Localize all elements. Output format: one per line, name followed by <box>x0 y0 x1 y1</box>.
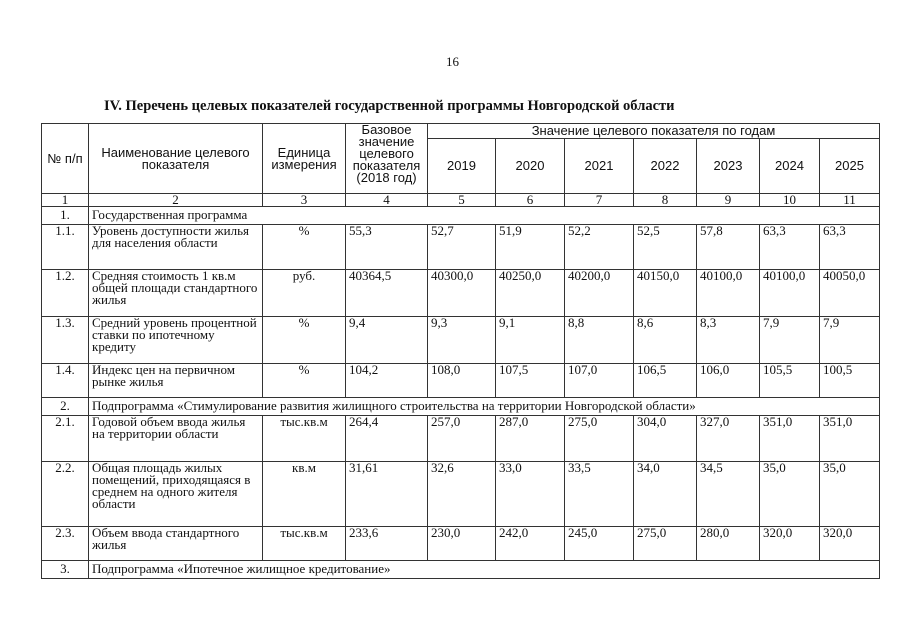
year-value: 40100,0 <box>760 270 820 317</box>
base-value: 104,2 <box>346 364 428 398</box>
year-value: 245,0 <box>565 527 634 561</box>
row-number: 1.2. <box>42 270 89 317</box>
section-row <box>42 398 880 416</box>
header-year: 2025 <box>820 139 880 194</box>
section-name: Подпрограмма «Ипотечное жилищное кредитование» <box>89 561 880 579</box>
year-value: 242,0 <box>496 527 565 561</box>
year-value: 40050,0 <box>820 270 880 317</box>
year-value: 34,5 <box>697 462 760 527</box>
year-value: 106,5 <box>634 364 697 398</box>
header-year: 2021 <box>565 139 634 194</box>
section-name: Подпрограмма «Стимулирование развития жилищного строительства на территории Новгородской области» <box>89 398 880 416</box>
base-value: 264,4 <box>346 416 428 462</box>
year-value: 107,5 <box>496 364 565 398</box>
year-value: 230,0 <box>428 527 496 561</box>
year-value: 320,0 <box>760 527 820 561</box>
year-value: 8,8 <box>565 317 634 364</box>
year-value: 327,0 <box>697 416 760 462</box>
row-number: 2.1. <box>42 416 89 462</box>
indicator-unit: кв.м <box>263 462 346 527</box>
year-value: 287,0 <box>496 416 565 462</box>
indicator-row <box>42 364 880 398</box>
year-value: 9,1 <box>496 317 565 364</box>
section-row <box>42 207 880 225</box>
header-year: 2024 <box>760 139 820 194</box>
year-value: 100,5 <box>820 364 880 398</box>
row-number: 2. <box>42 398 89 416</box>
column-number: 8 <box>634 194 697 207</box>
indicator-name: Средний уровень процентной ставки по ипотечному кредиту <box>89 317 263 364</box>
base-value: 55,3 <box>346 225 428 270</box>
column-number: 5 <box>428 194 496 207</box>
year-value: 275,0 <box>634 527 697 561</box>
year-value: 51,9 <box>496 225 565 270</box>
indicator-name: Средняя стоимость 1 кв.м общей площади стандартного жилья <box>89 270 263 317</box>
year-value: 40250,0 <box>496 270 565 317</box>
indicator-unit: тыс.кв.м <box>263 527 346 561</box>
row-number: 1. <box>42 207 89 225</box>
header-name: Наименование целевого показателя <box>89 124 263 194</box>
column-number: 1 <box>42 194 89 207</box>
year-value: 34,0 <box>634 462 697 527</box>
header-year: 2019 <box>428 139 496 194</box>
indicator-name: Годовой объем ввода жилья на территории области <box>89 416 263 462</box>
year-value: 7,9 <box>820 317 880 364</box>
indicator-row <box>42 462 880 527</box>
year-value: 351,0 <box>820 416 880 462</box>
header-year: 2022 <box>634 139 697 194</box>
year-value: 275,0 <box>565 416 634 462</box>
year-value: 8,3 <box>697 317 760 364</box>
year-value: 52,2 <box>565 225 634 270</box>
year-value: 35,0 <box>820 462 880 527</box>
column-number: 7 <box>565 194 634 207</box>
header-year: 2023 <box>697 139 760 194</box>
column-number: 9 <box>697 194 760 207</box>
header-year: 2020 <box>496 139 565 194</box>
row-number: 1.3. <box>42 317 89 364</box>
column-number: 4 <box>346 194 428 207</box>
base-value: 40364,5 <box>346 270 428 317</box>
year-value: 280,0 <box>697 527 760 561</box>
base-value: 233,6 <box>346 527 428 561</box>
indicator-name: Уровень доступности жилья для населения области <box>89 225 263 270</box>
indicator-unit: тыс.кв.м <box>263 416 346 462</box>
table-body <box>42 207 880 579</box>
year-value: 57,8 <box>697 225 760 270</box>
indicator-name: Индекс цен на первичном рынке жилья <box>89 364 263 398</box>
year-value: 108,0 <box>428 364 496 398</box>
year-value: 320,0 <box>820 527 880 561</box>
header-row-1 <box>42 124 880 139</box>
column-number-row <box>42 194 880 207</box>
column-number: 11 <box>820 194 880 207</box>
year-value: 52,7 <box>428 225 496 270</box>
row-number: 3. <box>42 561 89 579</box>
column-number: 10 <box>760 194 820 207</box>
year-value: 40300,0 <box>428 270 496 317</box>
section-row <box>42 561 880 579</box>
indicator-row <box>42 225 880 270</box>
year-value: 106,0 <box>697 364 760 398</box>
year-value: 40200,0 <box>565 270 634 317</box>
base-value: 31,61 <box>346 462 428 527</box>
year-value: 257,0 <box>428 416 496 462</box>
indicator-unit: % <box>263 317 346 364</box>
column-number: 2 <box>89 194 263 207</box>
indicator-row <box>42 416 880 462</box>
indicator-name: Объем ввода стандартного жилья <box>89 527 263 561</box>
header-unit: Единица измерения <box>263 124 346 194</box>
indicators-table <box>41 123 880 579</box>
indicator-row <box>42 317 880 364</box>
year-value: 9,3 <box>428 317 496 364</box>
indicator-name: Общая площадь жилых помещений, приходящаяся в среднем на одного жителя области <box>89 462 263 527</box>
year-value: 7,9 <box>760 317 820 364</box>
section-name: Государственная программа <box>89 207 880 225</box>
year-value: 107,0 <box>565 364 634 398</box>
column-number: 6 <box>496 194 565 207</box>
year-value: 33,5 <box>565 462 634 527</box>
row-number: 1.1. <box>42 225 89 270</box>
year-value: 52,5 <box>634 225 697 270</box>
year-value: 63,3 <box>820 225 880 270</box>
indicator-row <box>42 270 880 317</box>
indicator-unit: % <box>263 364 346 398</box>
base-value: 9,4 <box>346 317 428 364</box>
page-number: 16 <box>446 54 459 69</box>
year-value: 304,0 <box>634 416 697 462</box>
row-number: 1.4. <box>42 364 89 398</box>
section-title: IV. Перечень целевых показателей государственной программы Новгородской области <box>104 98 675 114</box>
row-number: 2.2. <box>42 462 89 527</box>
header-base: Базовое значение целевого показателя (2018 год) <box>346 124 428 194</box>
header-no: № п/п <box>42 124 89 194</box>
year-value: 8,6 <box>634 317 697 364</box>
year-value: 63,3 <box>760 225 820 270</box>
year-value: 40150,0 <box>634 270 697 317</box>
indicator-unit: % <box>263 225 346 270</box>
year-value: 351,0 <box>760 416 820 462</box>
year-value: 40100,0 <box>697 270 760 317</box>
row-number: 2.3. <box>42 527 89 561</box>
indicator-row <box>42 527 880 561</box>
year-value: 35,0 <box>760 462 820 527</box>
indicator-unit: руб. <box>263 270 346 317</box>
header-values-by-year: Значение целевого показателя по годам <box>428 124 880 139</box>
year-value: 105,5 <box>760 364 820 398</box>
column-number: 3 <box>263 194 346 207</box>
year-value: 33,0 <box>496 462 565 527</box>
year-value: 32,6 <box>428 462 496 527</box>
